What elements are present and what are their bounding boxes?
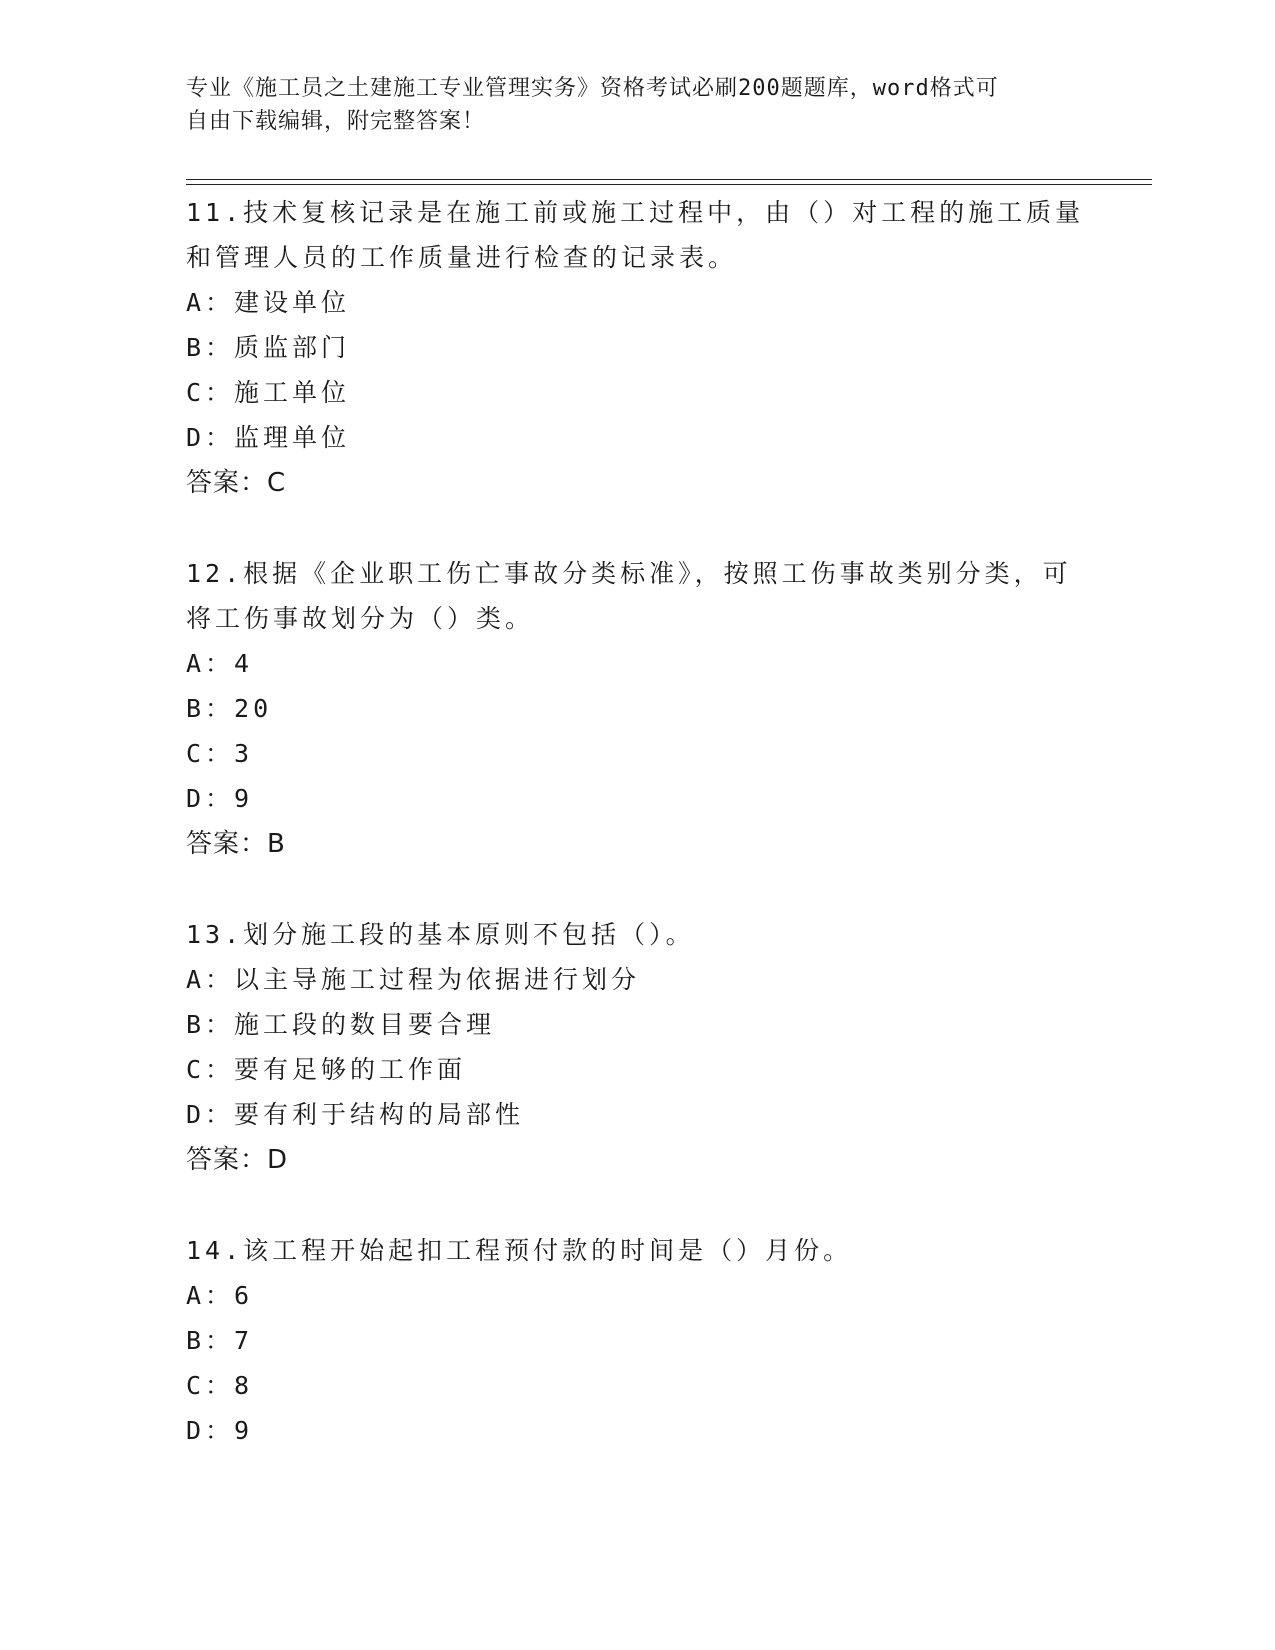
option-b: B：7 xyxy=(186,1326,254,1355)
question-11 xyxy=(186,190,1086,506)
header-line-2: 自由下载编辑，附完整答案！ xyxy=(186,109,486,134)
answer: 答案：D xyxy=(186,1145,289,1175)
option-b: B：质监部门 xyxy=(186,333,351,362)
question-text: 14.该工程开始起扣工程预付款的时间是（）月份。 xyxy=(186,1236,853,1265)
question-text: 13.划分施工段的基本原则不包括（）。 xyxy=(186,920,695,949)
option-c: C：要有足够的工作面 xyxy=(186,1055,467,1084)
option-c: C：3 xyxy=(186,739,254,768)
header-line-1: 专业《施工员之土建施工专业管理实务》资格考试必刷200题题库，word格式可 xyxy=(186,76,999,101)
header-divider-bottom xyxy=(186,184,1152,185)
answer: 答案：B xyxy=(186,829,286,859)
question-list xyxy=(186,190,1086,1498)
option-a: A：4 xyxy=(186,649,254,678)
option-c: C：8 xyxy=(186,1371,254,1400)
question-text: 12.根据《企业职工伤亡事故分类标准》，按照工伤事故类别分类，可 xyxy=(186,559,1072,588)
option-d: D：9 xyxy=(186,784,254,813)
answer: 答案：C xyxy=(186,468,287,498)
option-d: D：监理单位 xyxy=(186,423,351,452)
question-text: 11.技术复核记录是在施工前或施工过程中，由（）对工程的施工质量 xyxy=(186,198,1085,227)
question-13 xyxy=(186,912,1086,1183)
document-header xyxy=(186,72,1066,138)
option-b: B：施工段的数目要合理 xyxy=(186,1010,496,1039)
option-c: C：施工单位 xyxy=(186,378,351,407)
question-text-continued: 将工伤事故划分为（）类。 xyxy=(186,604,535,633)
option-b: B：20 xyxy=(186,694,273,723)
option-d: D：要有利于结构的局部性 xyxy=(186,1100,525,1129)
option-a: A：以主导施工过程为依据进行划分 xyxy=(186,965,641,994)
question-14 xyxy=(186,1228,1086,1453)
option-a: A：6 xyxy=(186,1281,254,1310)
header-divider-top xyxy=(186,179,1152,180)
option-d: D：9 xyxy=(186,1416,254,1445)
option-a: A：建设单位 xyxy=(186,288,351,317)
question-text-continued: 和管理人员的工作质量进行检查的记录表。 xyxy=(186,243,738,272)
question-12 xyxy=(186,551,1086,867)
